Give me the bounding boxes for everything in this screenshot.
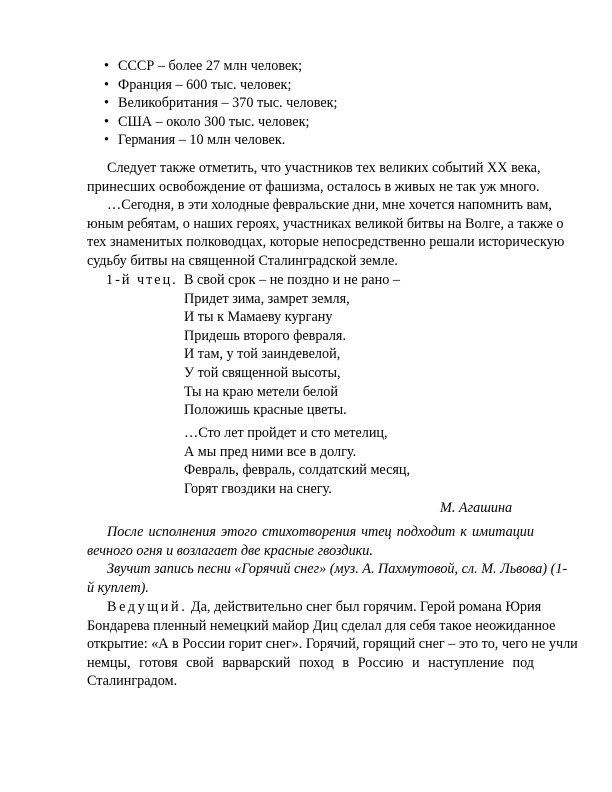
speaker-label: 1-й чтец. [106,272,178,288]
verse-line: Горят гвоздики на снегу. [184,480,332,497]
casualties-list [104,57,524,150]
bullet-icon: • [104,132,109,149]
poem-author: М. Агашина [440,500,513,516]
verse-line: Ты на краю метели белой [184,383,338,400]
paragraph-host: Ведущий. Да, действительно снег был горячим. Герой романа Юрия Бондарева пленный немецкий майор Диц сделал для себя такое неожиданное открытие: «А в России горит снег». Горячий, горящий снег – это то, чего не учли немцы, готовя свой варварский поход в Россию и наступление под Сталинградом. [87,599,578,690]
paragraph-survivors: Следует также отметить, что участников тех великих событий XX века, принесших освобождение от фашизма, осталось в живых не так уж много. [87,160,541,195]
verse-line: И ты к Мамаеву кургану [184,309,333,326]
list-item: • Франция – 600 тыс. человек; [104,76,292,93]
speaker-label: Ведущий. [107,599,188,615]
verse-line: И там, у той заиндевелой, [184,346,341,363]
bullet-icon: • [104,95,109,112]
list-item: • США – около 300 тыс. человек; [104,113,310,130]
bullet-icon: • [104,113,109,130]
list-item: • СССР – более 27 млн человек; [104,58,303,74]
verse-line: Февраль, февраль, солдатский месяц, [184,462,411,479]
verse-line: Придешь второго февраля. [184,327,346,344]
verse-line: Придет зима, замрет земля, [184,290,350,307]
verse-line: У той священной высоты, [184,364,341,381]
paragraph-heroes: …Сегодня, в эти холодные февральские дни, мне хочется напомнить вам, юным ребятам, о наших героях, участниках великой битвы на Волге, а также о тех знаменитых полководцах, которые непосредственно решали историческую судьбу битвы на священной Сталинградской земле. [87,197,565,269]
verse-line: Положишь красные цветы. [184,402,347,419]
poem-stanza-1 [106,271,446,420]
bullet-icon: • [104,58,109,74]
verse-line: В свой срок – не поздно и не рано – [184,272,400,288]
list-item: • Германия – 10 млн человек. [104,132,286,149]
bullet-icon: • [104,76,109,93]
stage-direction-flame: После исполнения этого стихотворения чтец подходит к имитации вечного огня и возлагает две красные гвоздики. [87,524,534,559]
list-item: • Великобритания – 370 тыс. человек; [104,95,338,112]
stage-direction-song: Звучит запись песни «Горячий снег» (муз. А. Пахмутовой, сл. М. Львова) (1- й куплет). [87,561,568,596]
poem-stanza-2 [184,424,484,498]
verse-line: …Сто лет пройдет и сто метелиц, [184,425,388,441]
verse-line: А мы пред ними все в долгу. [184,443,357,460]
